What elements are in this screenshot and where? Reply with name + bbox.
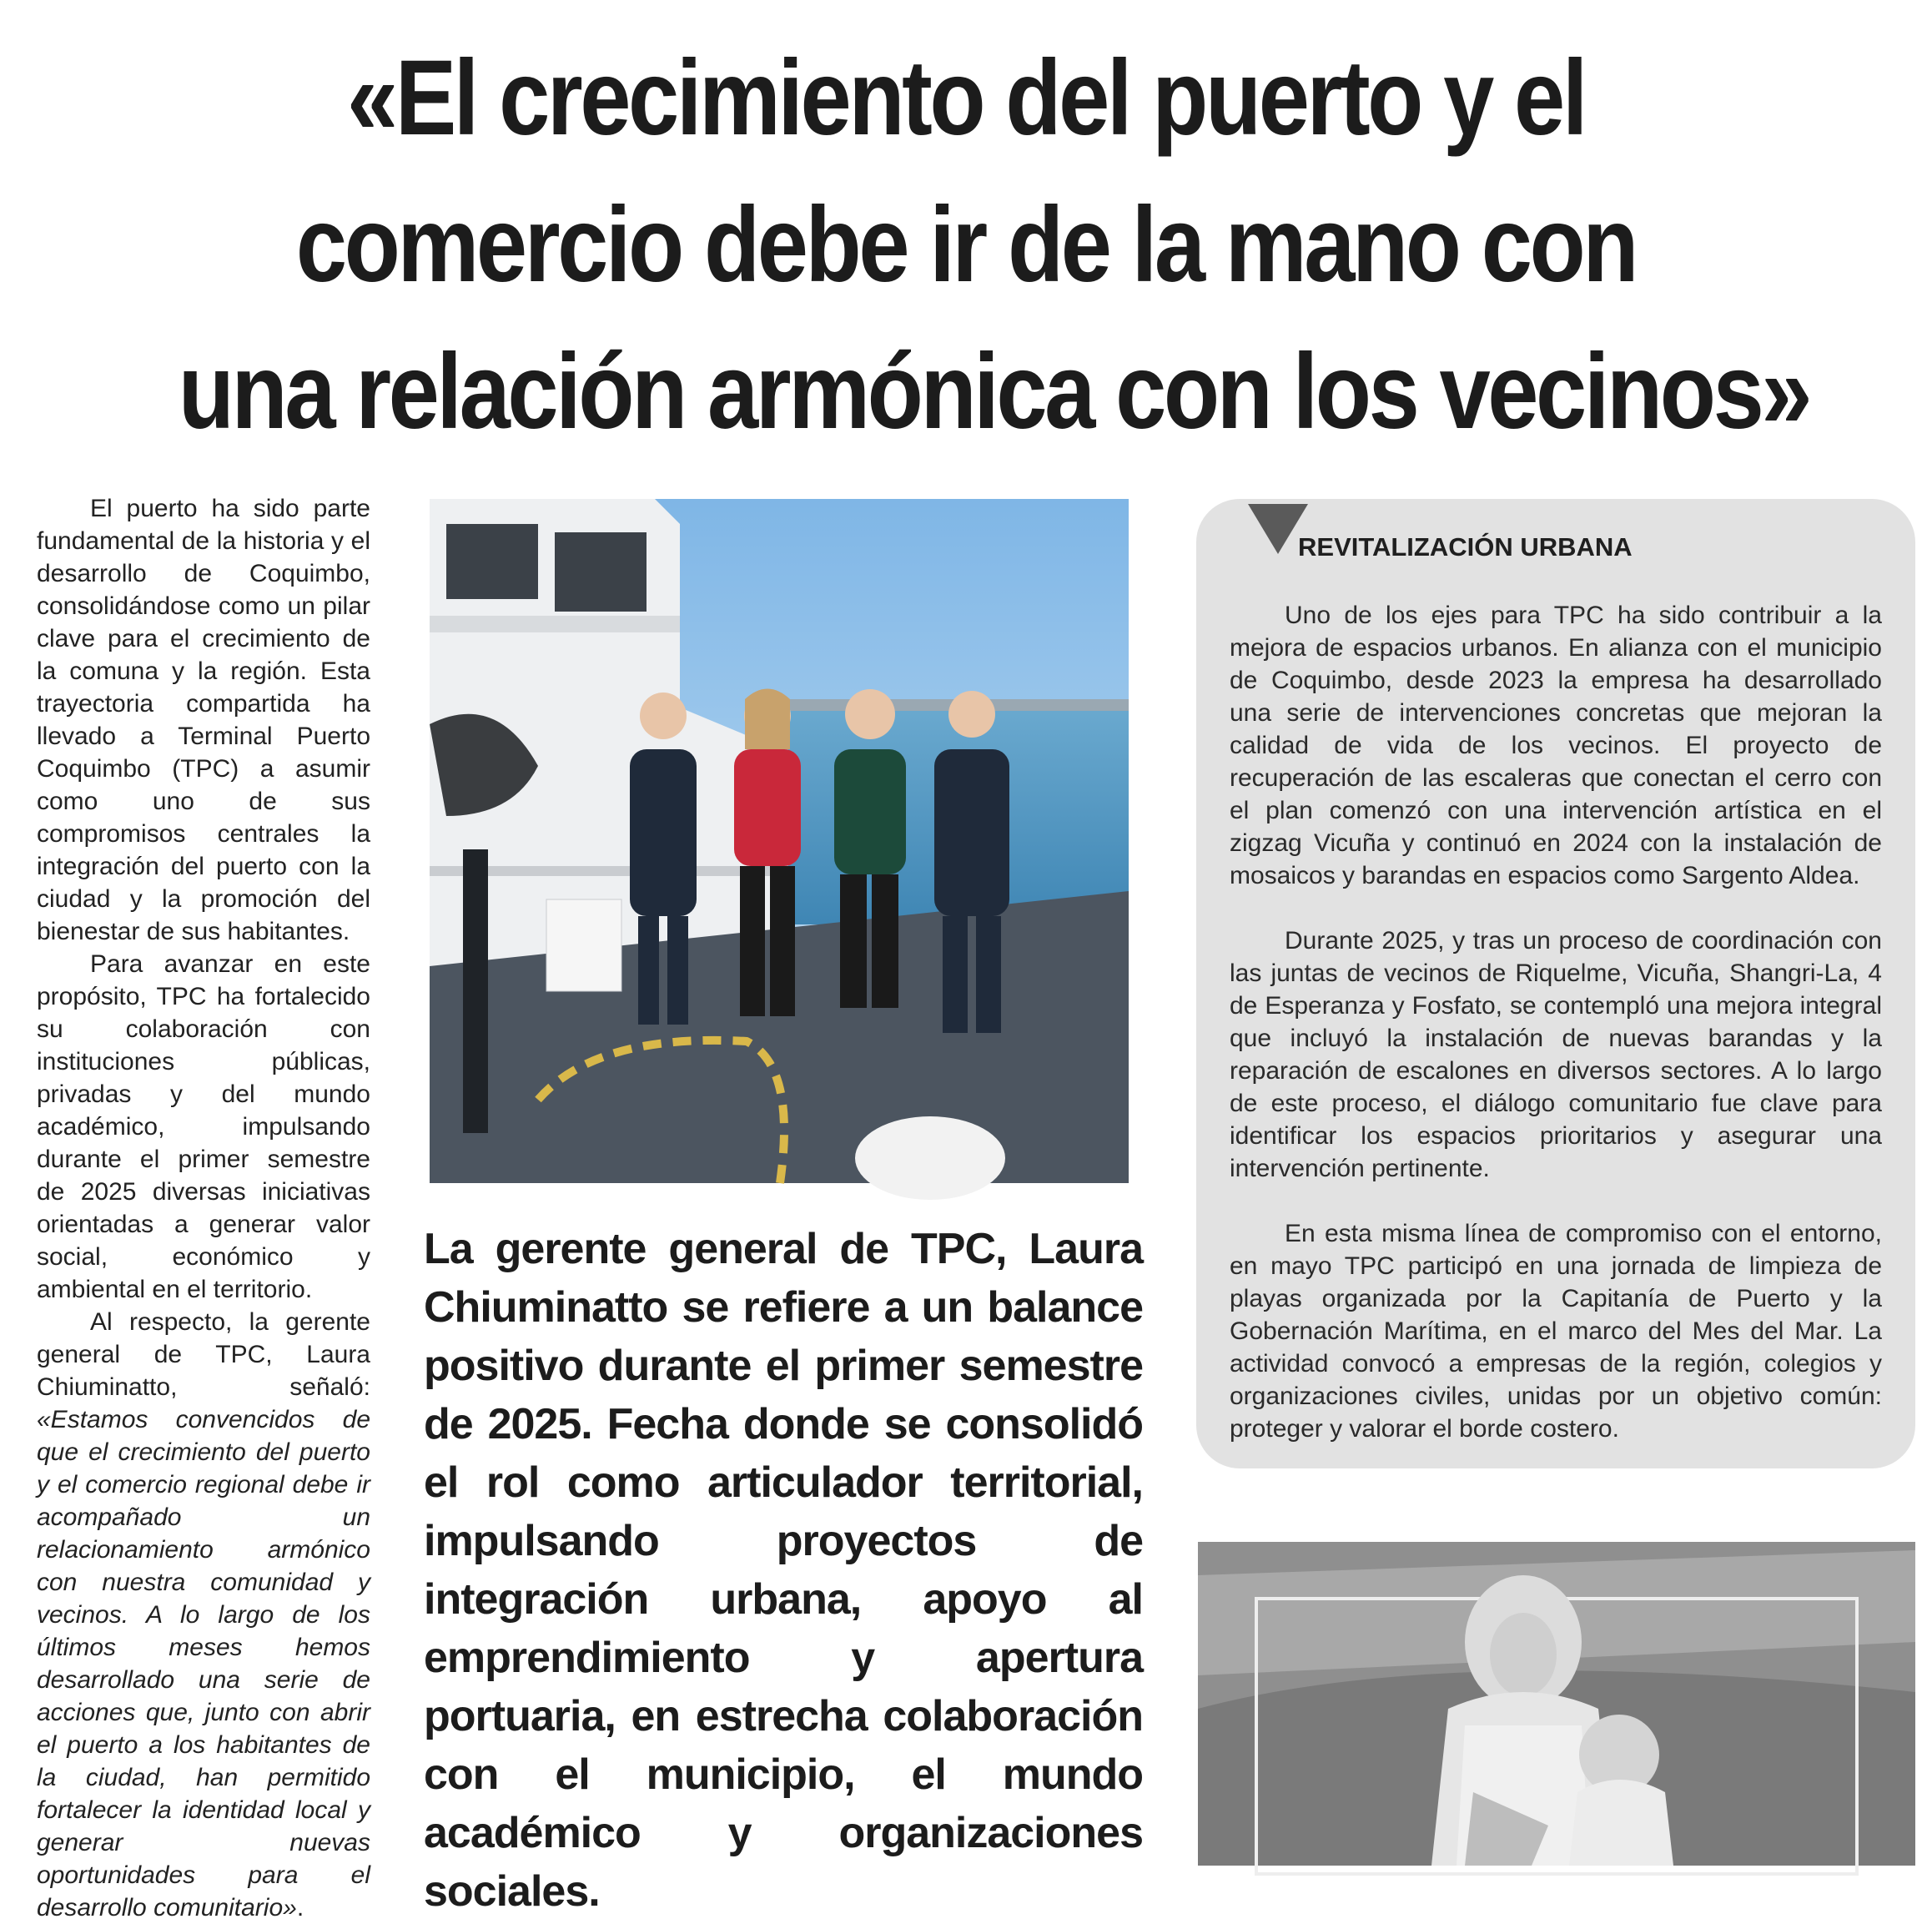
article-paragraph-3 xyxy=(37,1306,370,1924)
article-paragraph-2: Para avanzar en este propósito, TPC ha fortalecido su colaboración con instituciones públicas, privadas y del mundo académico, impulsando durante el primer semestre de 2025 diversas iniciativas orientadas a generar valor social, económico y ambiental en el territorio. xyxy=(37,950,370,1303)
quote-intro: Al respecto, la gerente general de TPC, Laura Chiuminatto, señaló: xyxy=(37,1308,370,1401)
article-paragraph-1: El puerto ha sido parte fundamental de la historia y el desarrollo de Coquimbo, consolidándose como un pilar clave para el crecimiento de la comuna y la región. Esta trayectoria compartida ha llevado a Terminal Puerto Coquimbo (TPC) a asumir como uno de sus compromisos centrales la integración del puerto con la ciudad y la promoción del bienestar de sus habitantes. xyxy=(37,495,370,945)
sidebar-body xyxy=(1230,599,1882,1478)
quote-end: . xyxy=(296,1894,304,1921)
sidebar-box xyxy=(1196,499,1915,1468)
headline-line-1: «El crecimiento del puerto y el xyxy=(347,38,1585,158)
sidebar-paragraph-2: Durante 2025, y tras un proceso de coordinación con las juntas de vecinos de Riquelme, Vicuña, Shangri-La, 4 de Esperanza y Fosfato, se contempló una mejora integral que incluyó la instalación de nuevas barandas y la reparación de escalones en diversos sectores. A lo largo de este proceso, el diálogo comunitario fue clave para identificar los espacios prioritarios y asegurar una intervención pertinente. xyxy=(1230,927,1882,1182)
sidebar-title: REVITALIZACIÓN URBANA xyxy=(1298,532,1633,562)
sidebar-paragraph-3: En esta misma línea de compromiso con el entorno, en mayo TPC participó en una jornada de limpieza de playas organizada por la Capitanía de Puerto y la Gobernación Marítima, en el marco del Mes del Mar. La actividad convocó a empresas de la región, colegios y organizaciones civiles, unidas por un objetivo común: proteger y valorar el borde costero. xyxy=(1230,1220,1882,1443)
lead-paragraph: La gerente general de TPC, Laura Chiuminatto se refiere a un balance positivo durante el primer semestre de 2025. Fecha donde se consolidó el rol como articulador territorial, impulsando proyectos de integración urbana, apoyo al emprendimiento y apertura portuaria, en estrecha colaboración con el municipio, el mundo académico y organizaciones sociales. xyxy=(424,1225,1143,1916)
article-body xyxy=(37,492,370,1921)
headline-line-2: comercio debe ir de la mano con xyxy=(295,185,1637,305)
headline xyxy=(178,25,1810,466)
headline-line-3: una relación armónica con los vecinos» xyxy=(178,332,1810,451)
sidebar-paragraph-1: Uno de los ejes para TPC ha sido contribuir a la mejora de espacios urbanos. En alianza con el municipio de Coquimbo, desde 2023 la empresa ha desarrollado una serie de intervenciones concretas que mejoran la calidad de vida de los vecinos. El proyecto de recuperación de las escaleras que conectan el cerro con el plan comenzó con una intervención artística en el zigzag Vicuña y continuó en 2024 con la instalación de mosaicos y barandas en espacios como Sargento Aldea. xyxy=(1230,602,1882,889)
ceo-quote: «Estamos convencidos de que el crecimiento del puerto y el comercio regional debe ir acompañado un relacionamiento armónico con nuestra comunidad y vecinos. A lo largo de los últimos meses hemos desarrollado una serie de acciones que, junto con abrir el puerto a los habitantes de la ciudad, han permitido fortalecer la identidad local y generar nuevas oportunidades para el desarrollo comunitario» xyxy=(37,1406,370,1921)
ship-deck-photo xyxy=(430,499,1129,1183)
religious-statue-image xyxy=(1198,1542,1915,1866)
